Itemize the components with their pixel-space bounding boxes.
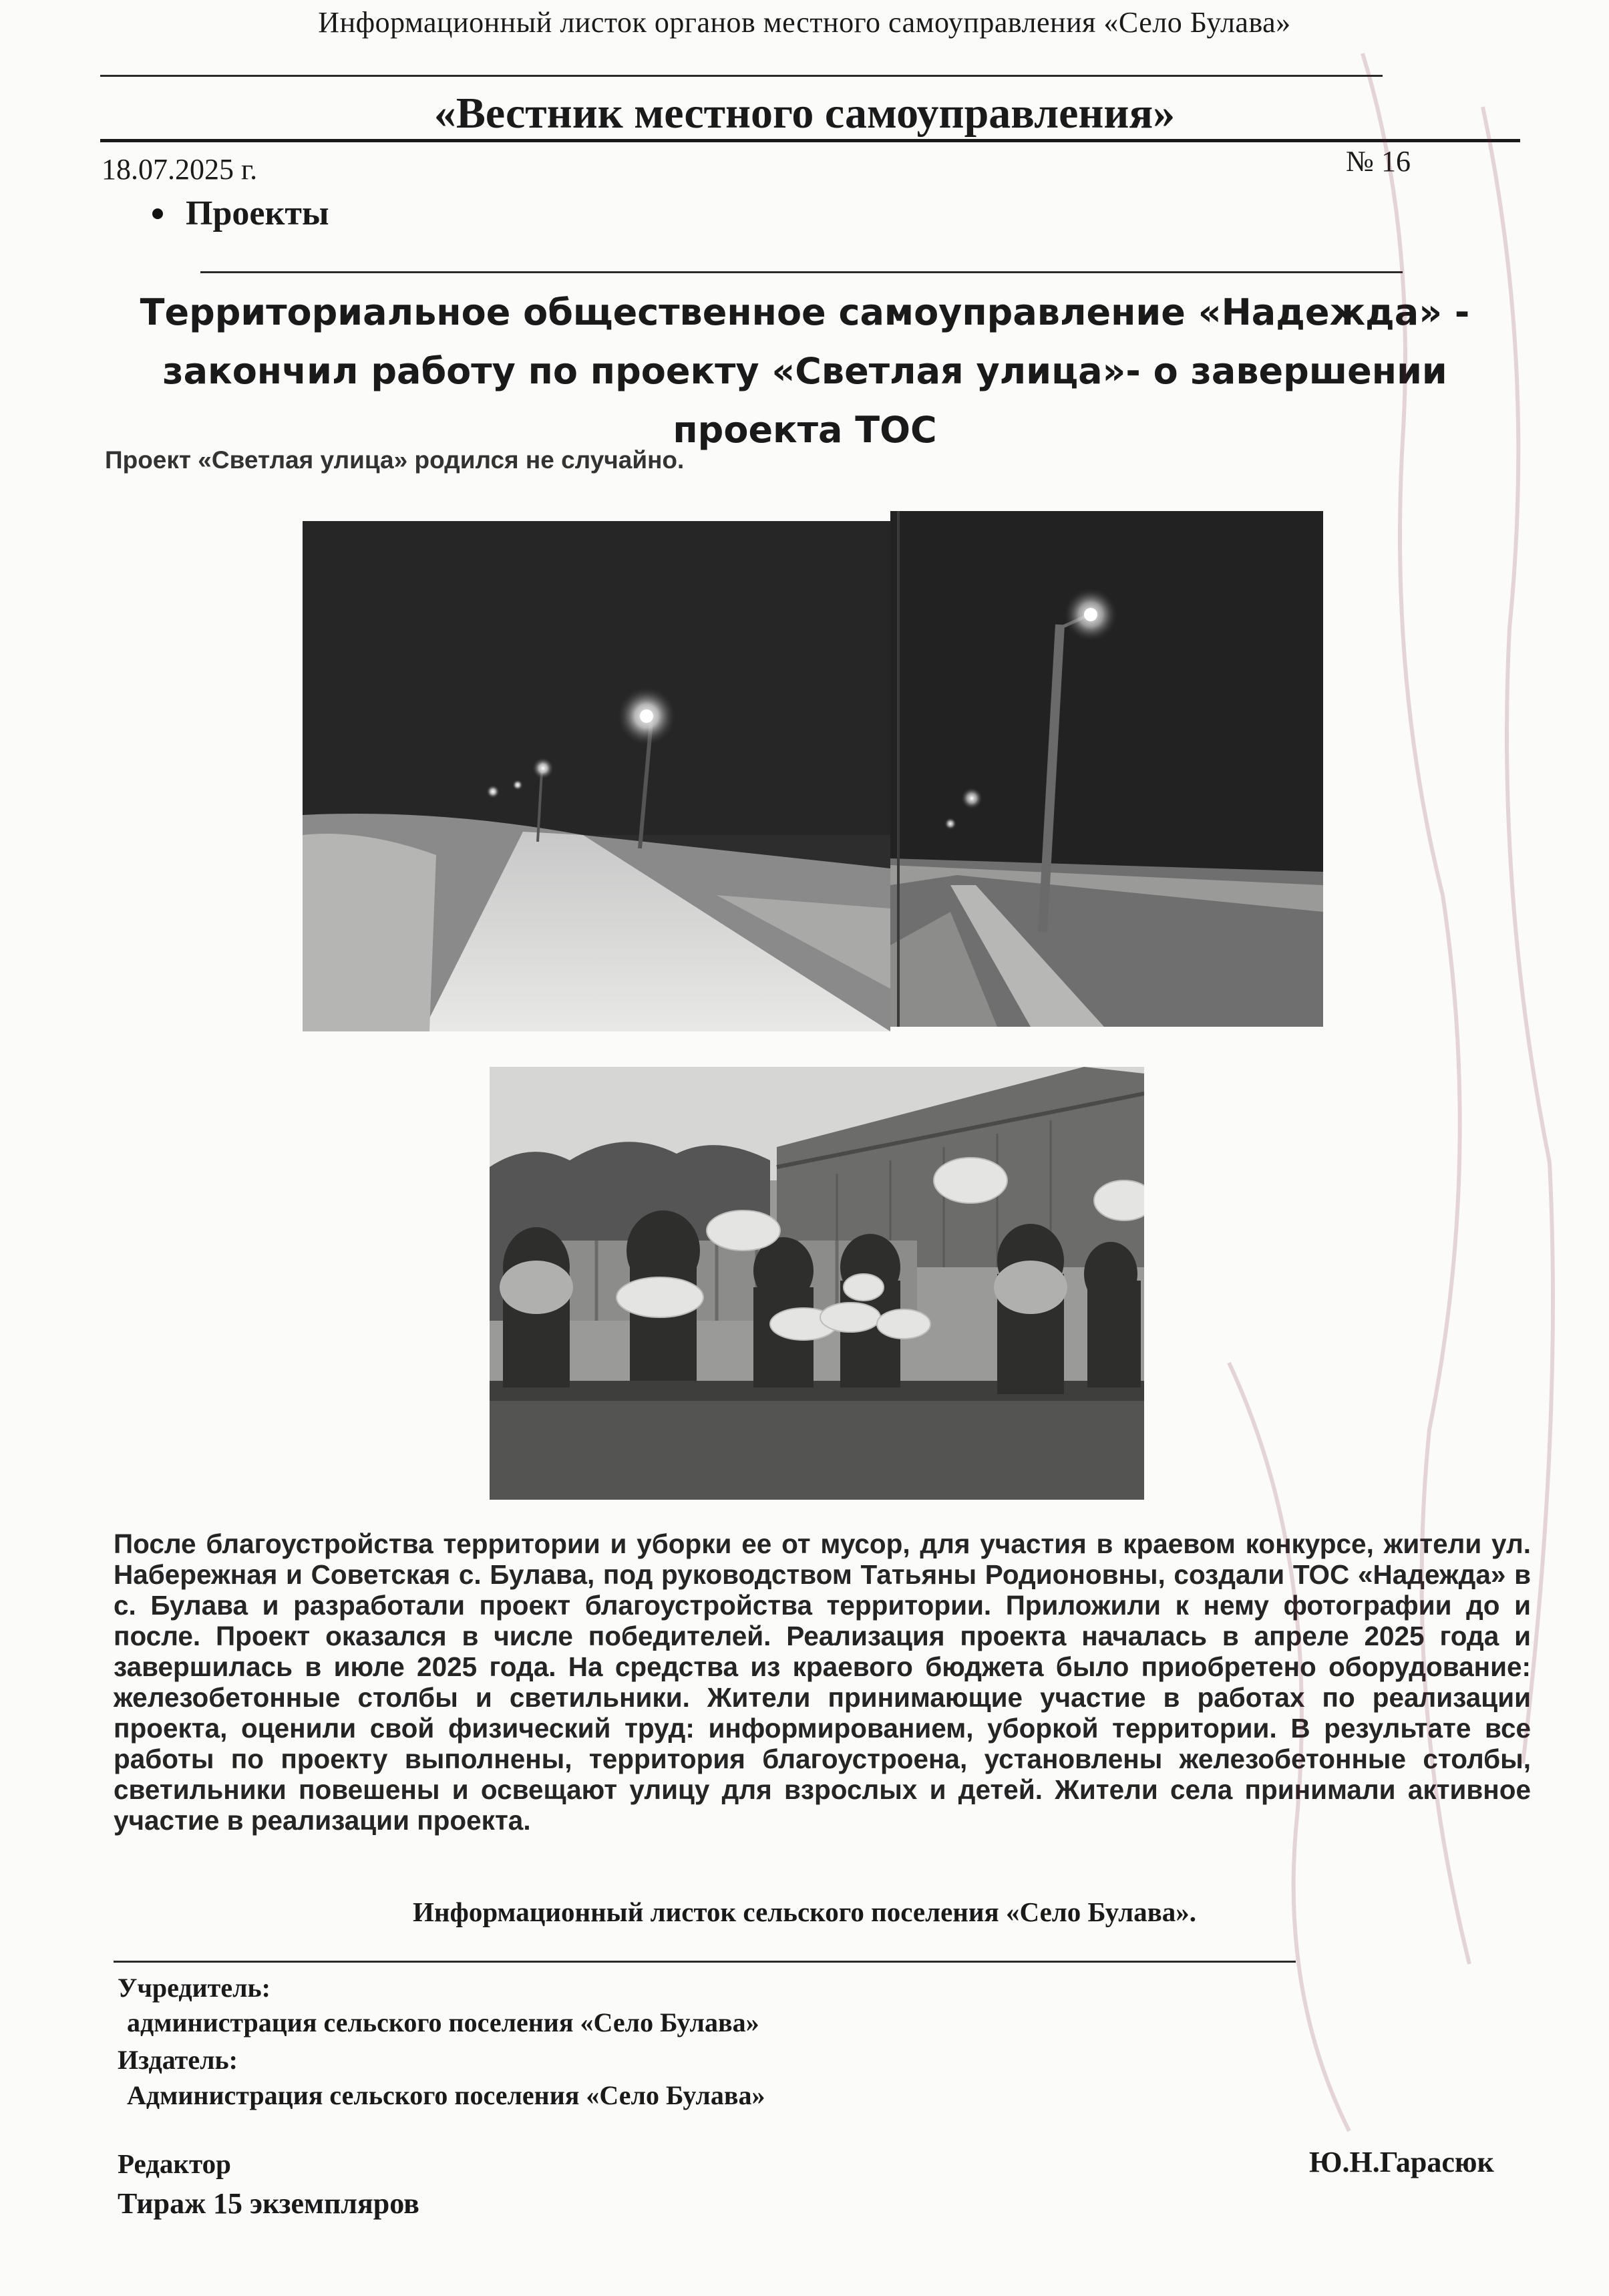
section-label: Проекты [186, 194, 329, 232]
founder-label: Учредитель: [118, 1973, 271, 2003]
article-title-line: проекта ТОС [673, 409, 937, 451]
issue-date: 18.07.2025 г. [102, 153, 258, 186]
publisher-label: Издатель: [118, 2045, 238, 2075]
article-lead: Проект «Светлая улица» родился не случайно. [105, 446, 685, 474]
article-title [107, 283, 1503, 460]
founder-value: администрация сельского поселения «Село Булава» [127, 2007, 759, 2037]
header-rule [100, 75, 1383, 77]
publisher-value: Администрация сельского поселения «Село Булава» [127, 2080, 765, 2110]
circulation: Тираж 15 экземпляров [118, 2187, 419, 2220]
article-body: После благоустройства территории и уборки ее от мусор, для участия в краевом конкурсе, жители ул. Набережная и Советская с. Булава, под руководством Татьяны Родионовны, создали ТОС «Надежда» в с. Булава и разработали проект благоустройства территории. Приложили к нему фотографии до и после. Проект оказался в числе победителей. Реализация проекта началась в апреле 2025 года и завершилась в июле 2025 года. На средства из краевого бюджета было приобретено оборудование: железобетонные столбы и светильники. Жители принимающие участие в работах по реализации проекта, оценили свой физический труд: информированием, уборкой территории. В результате все работы по проекту выполнены, территория благоустроена, установлены железобетонные столбы, светильники повешены и освещают улицу для взрослых и детей. Жители села принимали активное участие в реализации проекта. [114, 1528, 1531, 1836]
article-title-line: закончил работу по проекту «Светлая улица»- о завершении [162, 350, 1447, 392]
article-title-line: Территориальное общественное самоуправление «Надежда» - [140, 291, 1470, 333]
editor-label: Редактор [118, 2148, 231, 2179]
section-heading [152, 194, 329, 233]
issue-number: № 16 [1346, 145, 1411, 178]
header-caption: Информационный листок органов местного самоуправления «Село Булава» [318, 6, 1291, 39]
editor-name: Ю.Н.Гарасюк [1309, 2146, 1494, 2178]
footer-caption: Информационный листок сельского поселения «Село Булава». [412, 1897, 1196, 1927]
photo-night-boardwalk [890, 511, 1323, 1027]
masthead-rule [100, 139, 1520, 142]
masthead-title: «Вестник местного самоуправления» [433, 89, 1176, 138]
section-rule [200, 271, 1403, 273]
photo-night-street [303, 521, 890, 1031]
bullet-icon [152, 208, 163, 219]
footer-rule [114, 1961, 1296, 1963]
photo-residents-balloons [490, 1067, 1144, 1500]
